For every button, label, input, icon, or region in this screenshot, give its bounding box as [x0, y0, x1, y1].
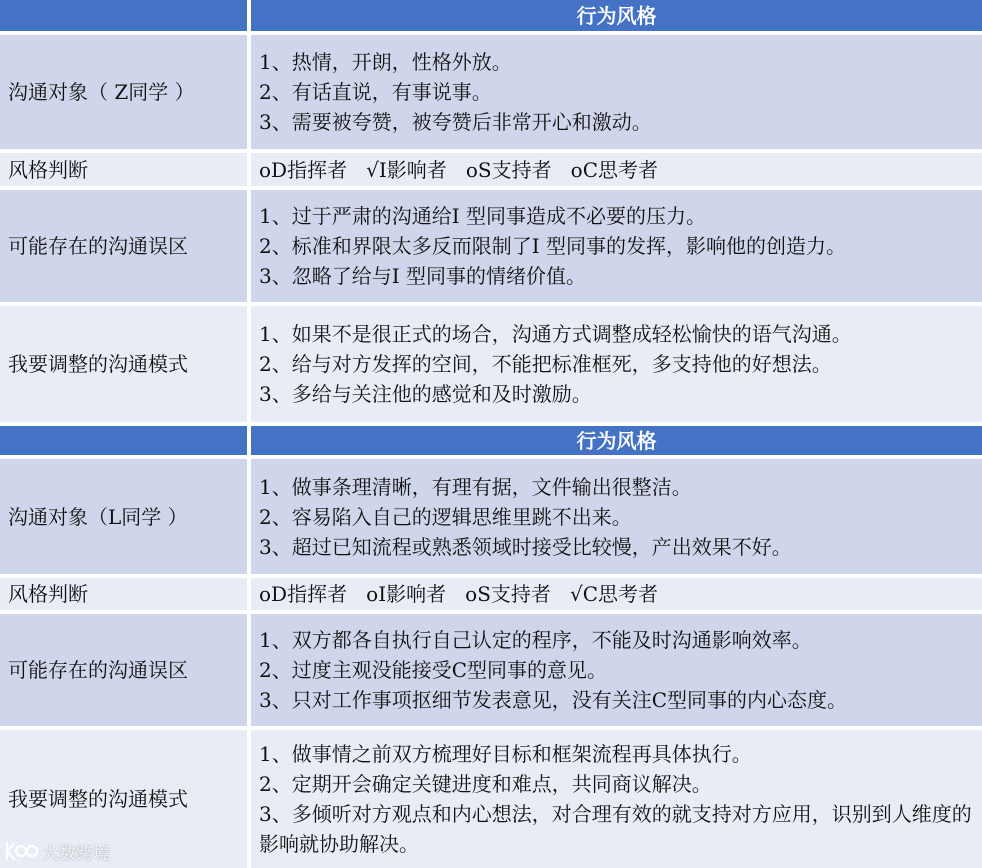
row-label-text: 风格判断: [8, 157, 88, 182]
table2-row3-content: [251, 614, 982, 726]
content-line: 1、做事情之前双方梳理好目标和框架流程再具体执行。: [259, 742, 752, 766]
content-line: 2、给与对方发挥的空间，不能把标准框死，多支持他的好想法。: [259, 352, 832, 376]
row-label-text: 我要调整的沟通模式: [8, 787, 188, 811]
table1-header-corner: [0, 0, 247, 31]
table1-row1-label: [0, 35, 247, 149]
table1-row3-label: [0, 190, 247, 302]
table1-row3-content: [251, 190, 982, 302]
content-line: 1、过于严肃的沟通给I 型同事造成不必要的压力。: [259, 204, 706, 228]
table2-row1-content: [251, 459, 982, 574]
table2-header-title: 行为风格: [251, 426, 982, 455]
content-line: 2、标准和界限太多反而限制了I 型同事的发挥，影响他的创造力。: [259, 234, 846, 258]
content-line: 3、多给与关注他的感觉和及时激励。: [259, 382, 592, 406]
content-line: 1、热情，开朗，性格外放。: [259, 50, 512, 74]
row-label-text: 可能存在的沟通误区: [8, 234, 188, 258]
table2-style-options: oD指挥者 oI影响者 oS支持者 √C思考者: [251, 578, 982, 610]
table2-row3-label: [0, 614, 247, 726]
content-line: 1、做事条理清晰，有理有据，文件输出很整洁。: [259, 474, 692, 499]
content-line: 2、有话直说，有事说事。: [259, 80, 492, 104]
content-line: 3、需要被夸赞，被夸赞后非常开心和激动。: [259, 110, 652, 134]
watermark: [4, 838, 110, 864]
brand-logo-icon: [4, 840, 38, 862]
table2-header-corner: [0, 426, 247, 455]
table1-style-options: oD指挥者 √I影响者 oS支持者 oC思考者: [251, 153, 982, 186]
content-line: 1、如果不是很正式的场合，沟通方式调整成轻松愉快的语气沟通。: [259, 322, 852, 346]
row-label-text: 我要调整的沟通模式: [8, 352, 188, 376]
table2-row4-content: [251, 730, 982, 868]
content-line: 2、容易陷入自己的逻辑思维里跳不出来。: [259, 504, 632, 529]
table1-row1-content: [251, 35, 982, 149]
table1-row2-label: [0, 153, 247, 186]
row-label-text: 沟通对象（ Z同学 ）: [8, 80, 195, 104]
table2-row2-label: [0, 578, 247, 610]
table1-header-title: 行为风格: [251, 0, 982, 31]
row-label-text: 风格判断: [8, 582, 88, 606]
content-line: 3、忽略了给与I 型同事的情绪价值。: [259, 264, 586, 288]
watermark-text: 大数跨境: [42, 843, 110, 864]
content-line: 3、超过已知流程或熟悉领域时接受比较慢，产出效果不好。: [259, 534, 792, 559]
content-line: 2、过度主观没能接受C型同事的意见。: [259, 658, 608, 682]
table2-row1-label: [0, 459, 247, 574]
content-line: 1、双方都各自执行自己认定的程序，不能及时沟通影响效率。: [259, 628, 812, 652]
content-line: 2、定期开会确定关键进度和难点，共同商议解决。: [259, 772, 712, 796]
table1-row4-label: [0, 306, 247, 422]
row-label-text: 可能存在的沟通误区: [8, 658, 188, 682]
content-line: 3、只对工作事项抠细节发表意见，没有关注C型同事的内心态度。: [259, 688, 848, 712]
table1-row4-content: [251, 306, 982, 422]
content-line: 3、多倾听对方观点和内心想法，对合理有效的就支持对方应用，识别到人维度的影响就协助解决。: [259, 802, 972, 856]
row-label-text: 沟通对象（L同学 ）: [8, 504, 188, 529]
